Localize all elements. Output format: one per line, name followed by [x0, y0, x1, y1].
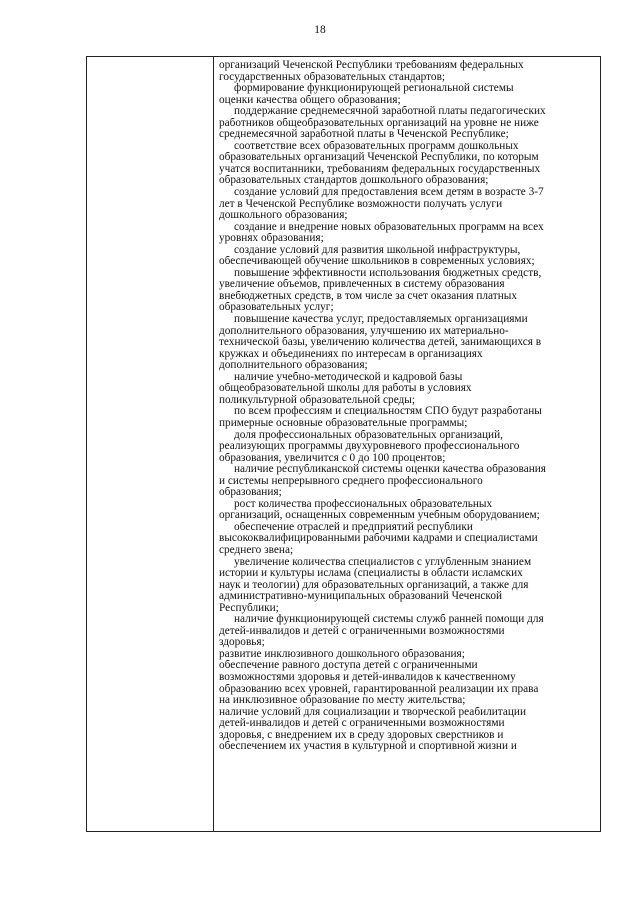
text-line: возможностями здоровья и детей-инвалидов к качественному	[219, 671, 516, 683]
text-line: среднего звена;	[219, 544, 294, 556]
table-text-column	[214, 57, 600, 831]
text-line: повышение качества услуг, предоставляемых организациями	[234, 314, 528, 326]
text-line: внебюджетных средств, в том числе за счет оказания платных	[219, 290, 517, 302]
text-line: работников общеобразовательных организаций на уровне не ниже	[219, 117, 539, 129]
text-line: поликультурной образовательной среды;	[219, 394, 416, 406]
text-line: Республики;	[219, 602, 279, 614]
text-line: увеличение количества специалистов с углубленным знанием	[234, 556, 532, 568]
text-line: детей-инвалидов и детей с ограниченными возможностями	[219, 718, 505, 730]
text-line: высококвалифицированными рабочими кадрами и специалистами	[219, 533, 538, 545]
text-line: образовательных стандартов дошкольного образования;	[219, 175, 489, 187]
text-line: создание условий для предоставления всем детям в возрасте 3-7	[234, 187, 544, 199]
text-line: образования;	[219, 487, 282, 499]
text-line: дополнительного образования, улучшению их материально-	[219, 325, 509, 337]
text-line: наличие республиканской системы оценки качества образования	[234, 464, 547, 476]
text-line: создание условий для развития школьной инфраструктуры,	[234, 244, 521, 256]
text-line: наличие функционирующей системы служб ранней помощи для	[234, 614, 544, 626]
text-line: наук и теологии) для образовательных организаций, а также для	[219, 579, 529, 591]
text-line: соответствие всех образовательных программ дошкольных	[234, 140, 519, 152]
text-line: среднемесячной заработной платы в Чеченской Республике;	[219, 129, 509, 141]
text-line: лет в Чеченской Республике возможности получать услуги	[219, 198, 503, 210]
text-line: рост количества профессиональных образовательных	[234, 498, 493, 510]
text-line: детей-инвалидов и детей с ограниченными возможностями	[219, 625, 505, 637]
text-line: технической базы, увеличению количества детей, занимающихся в	[219, 337, 542, 349]
text-line: обеспечение равного доступа детей с ограниченными	[219, 660, 478, 672]
document-table	[86, 56, 601, 832]
text-line: здоровья;	[219, 637, 265, 649]
text-line: административно-муниципальных образований Чеченской	[219, 591, 503, 603]
text-line: уровнях образования;	[219, 233, 324, 245]
text-line: наличие учебно-методической и кадровой базы	[234, 371, 463, 383]
text-line: государственных образовательных стандартов;	[219, 71, 446, 83]
text-line: формирование функционирующей региональной системы	[234, 83, 514, 95]
text-line: организаций, оснащенных современным учебным оборудованием;	[219, 510, 540, 522]
text-line: общеобразовательной школы для работы в условиях	[219, 383, 472, 395]
text-line: поддержание среднемесячной заработной платы педагогических	[234, 106, 546, 118]
text-line: обеспечивающей обучение школьников в современных условиях;	[219, 256, 535, 268]
text-line: оценки качества общего образования;	[219, 94, 401, 106]
text-line: примерные основные образовательные программы;	[219, 417, 468, 429]
text-line: учатся воспитанники, требованиям федеральных государственных	[219, 163, 541, 175]
text-line: дошкольного образования;	[219, 210, 348, 222]
text-line: увеличение объемов, привлеченных в систему образования	[219, 279, 505, 291]
text-line: обеспечение отраслей и предприятий республики	[234, 521, 473, 533]
text-line: обеспечением их участия в культурной и спортивной жизни и	[219, 741, 517, 753]
text-line: образованию всех уровней, гарантированной реализации их права	[219, 683, 539, 695]
text-line: на инклюзивное образование по месту жительства;	[219, 695, 466, 707]
text-line: по всем профессиям и специальностям СПО будут разработаны	[234, 406, 542, 418]
text-line: реализующих программы двухуровневого профессионального	[219, 441, 520, 453]
text-line: наличие условий для социализации и творческой реабилитации	[219, 706, 527, 718]
text-line: кружках и объединениях по интересам в организациях	[219, 348, 483, 360]
text-line: повышение эффективности использования бюджетных средств,	[234, 267, 542, 279]
text-line: доля профессиональных образовательных организаций,	[234, 429, 503, 441]
text-line: организаций Чеченской Республики требованиям федеральных	[219, 60, 524, 71]
text-line: здоровья, с внедрением их в среду здоровых сверстников и	[219, 729, 504, 741]
text-line: развитие инклюзивного дошкольного образования;	[219, 648, 465, 660]
text-line: создание и внедрение новых образовательных программ на всех	[234, 221, 544, 233]
page-number: 18	[314, 24, 326, 36]
text-line: образовательных организаций Чеченской Республики, по которым	[219, 152, 539, 164]
text-line: истории и культуры ислама (специалисты в области исламских	[219, 568, 523, 580]
table-left-column	[87, 57, 214, 831]
text-line: образования, увеличится с 0 до 100 процентов;	[219, 452, 446, 464]
text-line: и системы непрерывного среднего профессионального	[219, 475, 483, 487]
text-line: образовательных услуг;	[219, 302, 334, 314]
text-line: дополнительного образования;	[219, 360, 368, 372]
